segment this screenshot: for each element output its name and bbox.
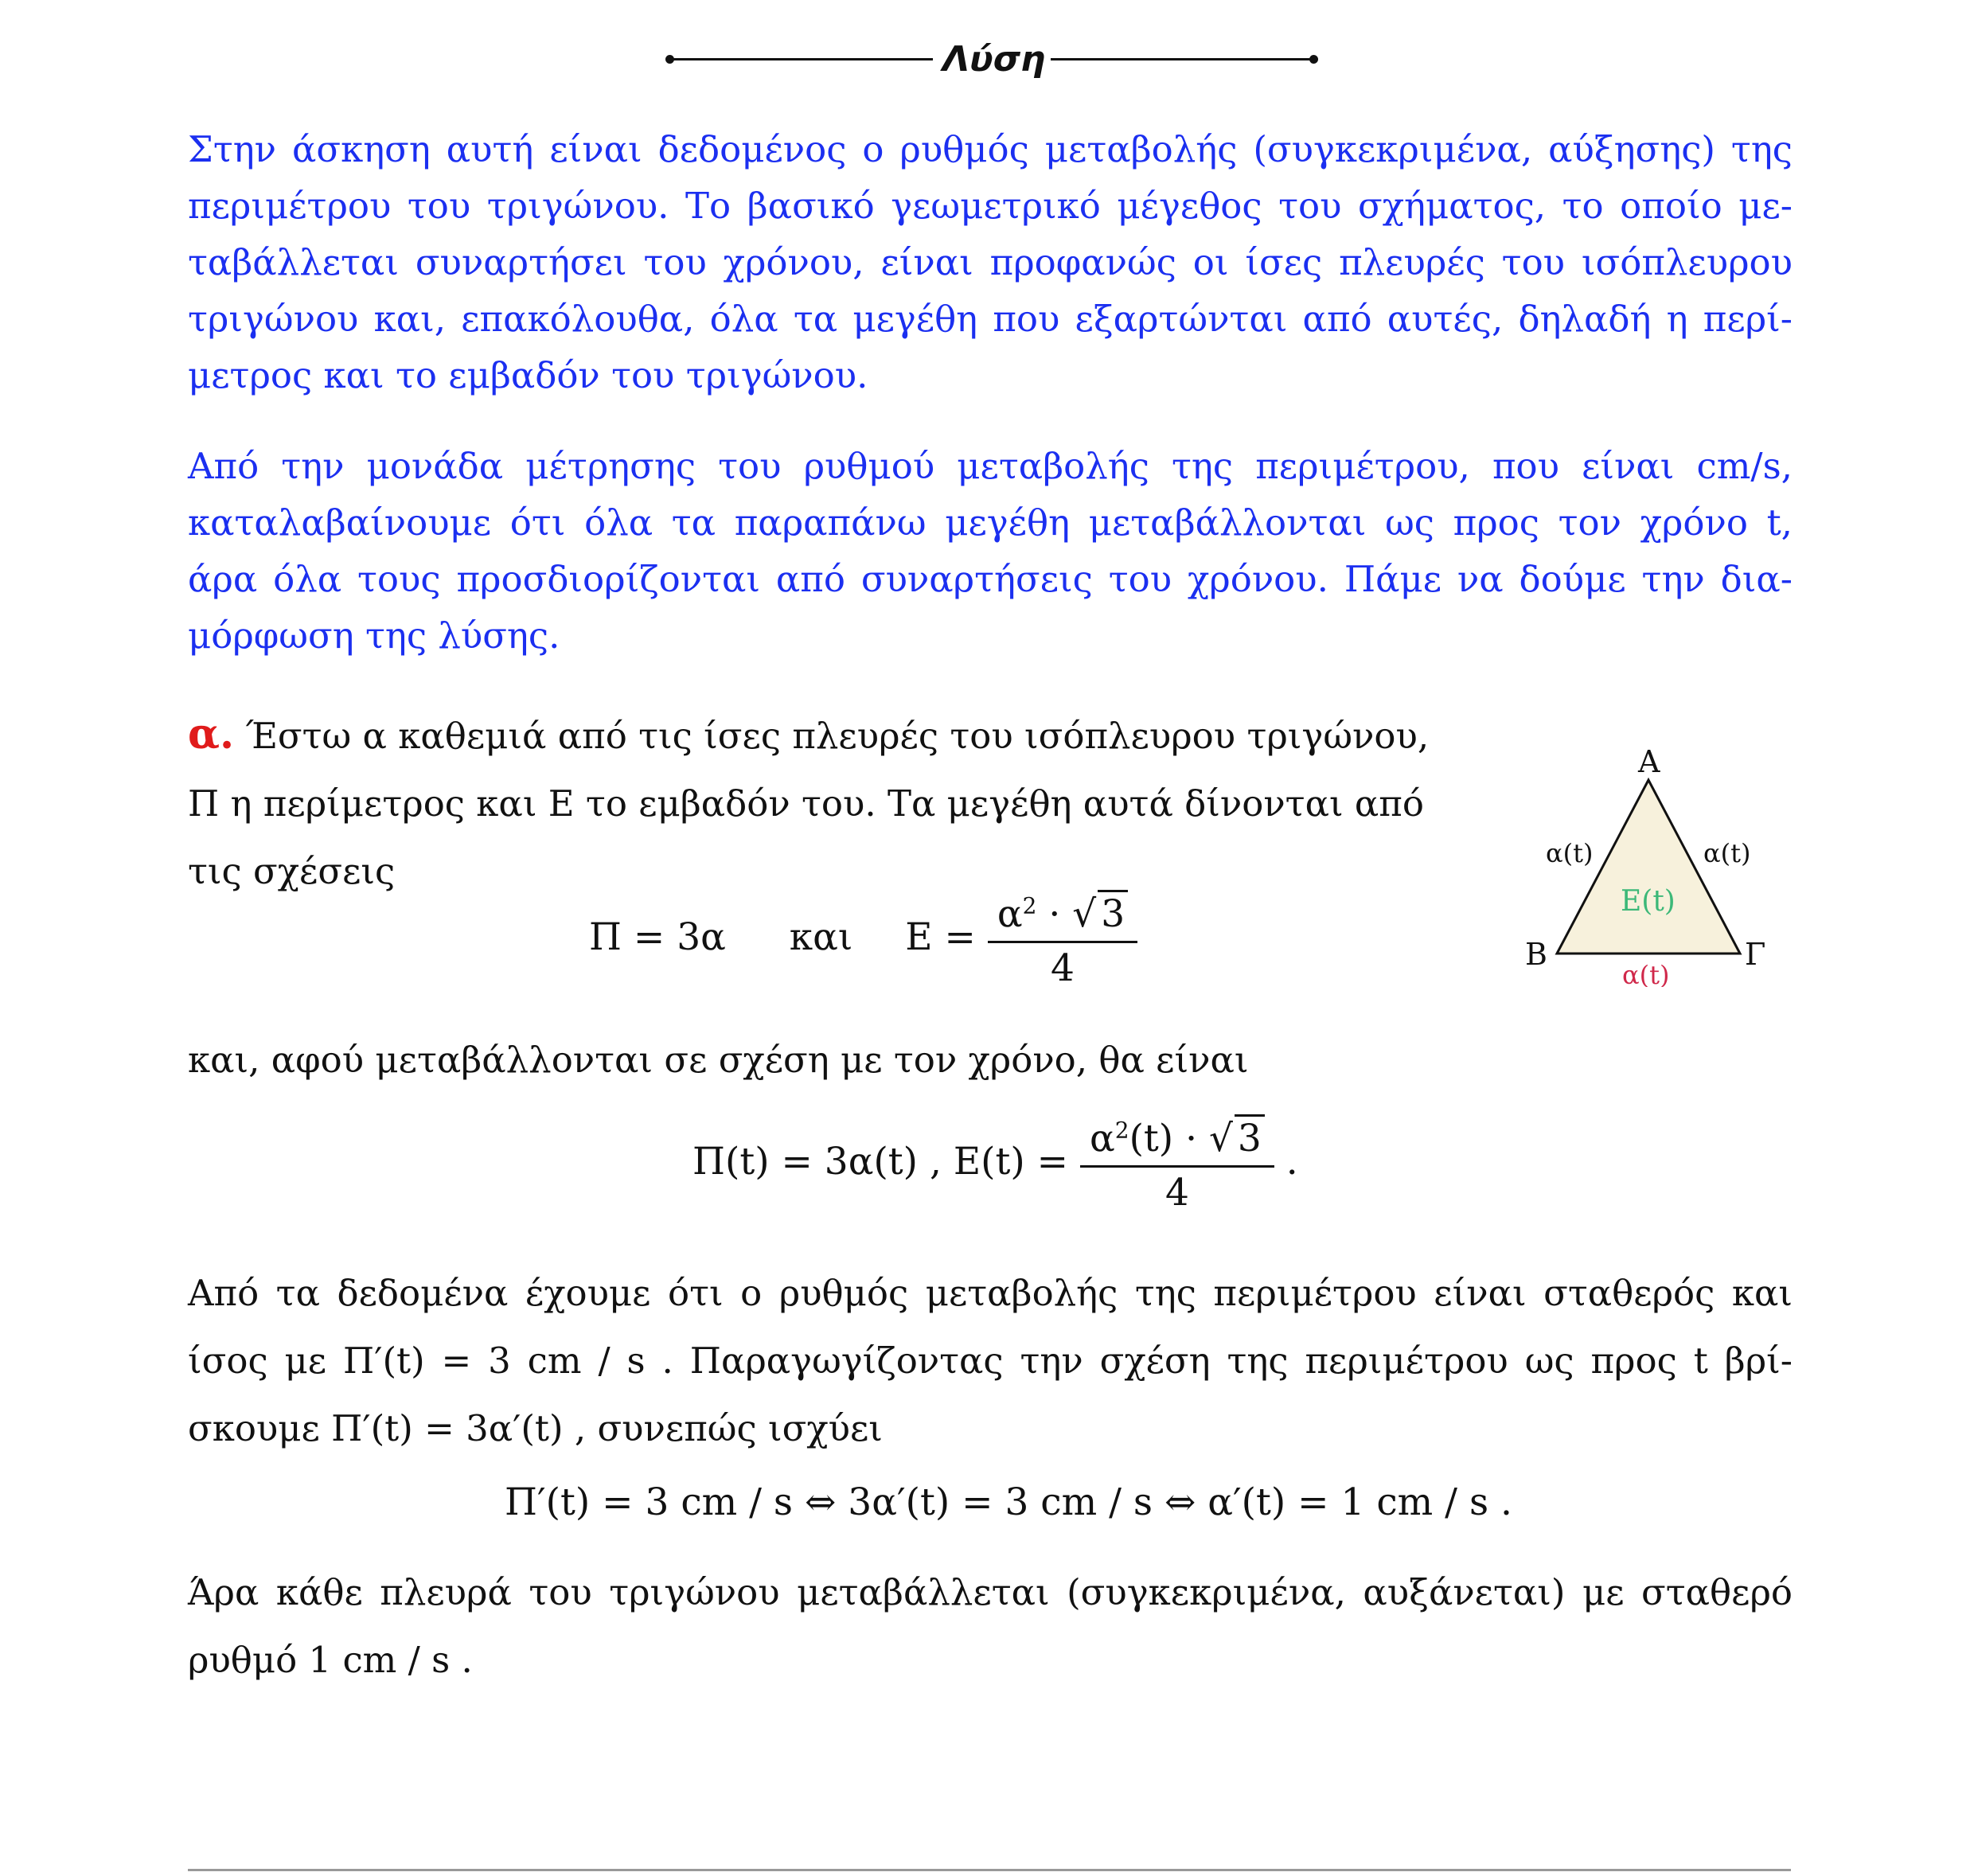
eq1-fraction: $\frac{\alpha^2 \cdot √ 3}{4}$ bbox=[988, 890, 1137, 990]
eq1-conj: και bbox=[789, 915, 853, 959]
eq2-lhs: Π(t) = 3α(t) , Ε(t) = bbox=[692, 1140, 1069, 1184]
text-line: Έστω α καθεμιά από τις ίσες πλευρές του ισόπλευρου τριγώνου, bbox=[245, 715, 1430, 757]
part-a-paragraph bbox=[188, 700, 1461, 905]
eq2-fraction: $\frac{\alpha^2(t) \cdot √ 3}{4}$ bbox=[1080, 1114, 1274, 1215]
header-left-rule bbox=[670, 58, 933, 60]
part-a-label: α. bbox=[188, 710, 235, 759]
eq1-sqrt-arg: 3 bbox=[1098, 890, 1128, 936]
part-a-text-2 bbox=[188, 1032, 1793, 1088]
text-line: περιμέτρου του τριγώνου. Το βασικό γεωμετρικό μέγεθος του σχήματος, το οποίο με- bbox=[188, 185, 1793, 227]
eq2-num-exp: 2 bbox=[1114, 1117, 1129, 1144]
side-bottom-label: α(t) bbox=[1622, 960, 1670, 987]
text-line: Στην άσκηση αυτή είναι δεδομένος ο ρυθμός μεταβολής (συγκεκριμένα, αύξησης) της bbox=[188, 128, 1793, 170]
text-line: μόρφωση της λύσης. bbox=[188, 614, 560, 657]
eq2-end: . bbox=[1285, 1140, 1298, 1184]
side-right-label: α(t) bbox=[1703, 838, 1751, 868]
solution-header bbox=[665, 32, 1318, 88]
text-line: μετρος και το εμβαδόν του τριγώνου. bbox=[188, 354, 868, 396]
text-line: ίσος με Π′(t) = 3 cm / s . Παραγωγίζοντας την σχέση της περιμέτρου ως προς t βρί- bbox=[188, 1340, 1793, 1382]
eq1-num-exp: 2 bbox=[1022, 892, 1037, 919]
vertex-b-label: Β bbox=[1525, 937, 1547, 972]
intro-paragraph-1 bbox=[188, 121, 1793, 404]
text-line: και, αφού μεταβάλλονται σε σχέση με τον χρόνο, θα είναι bbox=[188, 1039, 1249, 1081]
header-right-rule bbox=[1051, 58, 1313, 60]
text-line: ρυθμό 1 cm / s . bbox=[188, 1639, 473, 1681]
eq2-den: 4 bbox=[1165, 1171, 1189, 1215]
side-left-label: α(t) bbox=[1546, 838, 1594, 868]
footer-rule bbox=[188, 1869, 1791, 1871]
vertex-a-label: Α bbox=[1638, 744, 1660, 779]
area-label: Ε(t) bbox=[1621, 885, 1676, 918]
text-line: Από τα δεδομένα έχουμε ότι ο ρυθμός μεταβολής της περιμέτρου είναι σταθερός και bbox=[188, 1272, 1793, 1314]
text-line: Άρα κάθε πλευρά του τριγώνου μεταβάλλεται (συγκεκριμένα, αυξάνεται) με σταθερό bbox=[188, 1571, 1793, 1613]
eq2-num-base: α bbox=[1089, 1117, 1115, 1160]
text-line: Από την μονάδα μέτρησης του ρυθμού μεταβολής της περιμέτρου, που είναι cm/s, bbox=[188, 445, 1793, 487]
eq1-lhs: Π = 3α bbox=[589, 915, 726, 959]
eq1-rhs: Ε = bbox=[905, 915, 976, 959]
text-line: άρα όλα τους προσδιορίζονται από συναρτήσεις του χρόνου. Πάμε να δούμε την δια- bbox=[188, 558, 1793, 600]
equation-time-functions bbox=[692, 1114, 1298, 1215]
text-line: τριγώνου και, επακόλουθα, όλα τα μεγέθη που εξαρτώνται από αυτές, δηλαδή η περί- bbox=[188, 298, 1793, 340]
eq2-num-mid: (t) · bbox=[1129, 1117, 1209, 1160]
header-right-dot bbox=[1309, 55, 1318, 64]
eq1-den: 4 bbox=[1051, 946, 1075, 990]
text-line: Π η περίμετρος και Ε το εμβαδόν του. Τα μεγέθη αυτά δίνονται από bbox=[188, 782, 1424, 825]
part-a-paragraph-4 bbox=[188, 1558, 1793, 1694]
vertex-g-label: Γ bbox=[1745, 937, 1766, 972]
text-line: ταβάλλεται συναρτήσει του χρόνου, είναι προφανώς οι ίσες πλευρές του ισόπλευρου bbox=[188, 241, 1793, 283]
part-a-paragraph-3 bbox=[188, 1259, 1793, 1462]
eq1-num-mid: · bbox=[1036, 892, 1073, 936]
intro-paragraph-2 bbox=[188, 438, 1793, 664]
eq3: Π′(t) = 3 cm / s ⇔ 3α′(t) = 3 cm / s ⇔ α′(t) = 1 cm / s . bbox=[505, 1480, 1512, 1524]
eq1-num-base: α bbox=[997, 892, 1023, 936]
eq2-sqrt-arg: 3 bbox=[1235, 1114, 1265, 1160]
equilateral-triangle-figure bbox=[1512, 732, 1799, 987]
header-title: Λύση bbox=[942, 39, 1046, 80]
text-line: καταλαβαίνουμε ότι όλα τα παραπάνω μεγέθη μεταβάλλονται ως προς τον χρόνο t, bbox=[188, 501, 1793, 544]
text-line: σκουμε Π′(t) = 3α′(t) , συνεπώς ισχύει bbox=[188, 1407, 883, 1449]
equation-perimeter-area bbox=[589, 890, 1137, 990]
equation-derivative bbox=[505, 1480, 1512, 1524]
text-line: τις σχέσεις bbox=[188, 850, 396, 892]
